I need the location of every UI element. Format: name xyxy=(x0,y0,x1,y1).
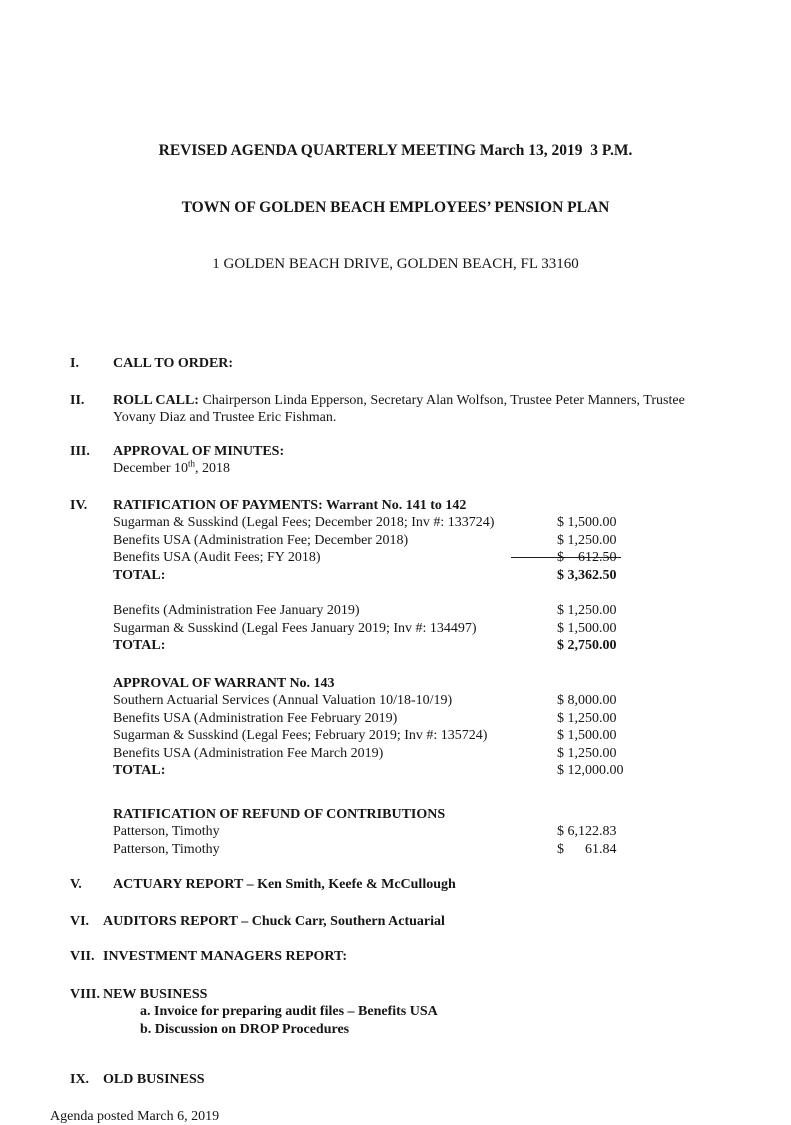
total-row xyxy=(113,637,713,655)
item-numeral: I. xyxy=(70,355,113,373)
minutes-date-ordinal: th xyxy=(188,458,195,468)
agenda-item-approval-of-minutes xyxy=(70,443,735,478)
item-title: ACTUARY REPORT – Ken Smith, Keefe & McCullough xyxy=(113,876,713,894)
payment-row xyxy=(113,692,713,710)
item-numeral: VII. xyxy=(70,948,103,966)
item-title: OLD BUSINESS xyxy=(103,1071,703,1089)
item-numeral: VI. xyxy=(70,913,103,931)
total-amount: $ 2,750.00 xyxy=(557,637,617,655)
item-title: APPROVAL OF MINUTES: xyxy=(113,443,713,461)
payment-group-warrant-142 xyxy=(113,602,713,655)
agenda-item-call-to-order xyxy=(70,355,735,373)
payment-row xyxy=(113,532,713,550)
header-organization: TOWN OF GOLDEN BEACH EMPLOYEES’ PENSION PLAN xyxy=(0,198,791,217)
payment-row-struck xyxy=(113,549,713,567)
payment-amount: $ 1,500.00 xyxy=(557,620,617,638)
total-amount: $ 3,362.50 xyxy=(557,567,617,585)
payment-row xyxy=(113,514,713,532)
item-numeral: III. xyxy=(70,443,113,478)
agenda-item-auditors-report xyxy=(70,913,735,931)
new-business-subitem-a: a. Invoice for preparing audit files – Benefits USA xyxy=(140,1003,703,1021)
payment-desc: Sugarman & Susskind (Legal Fees January 2019; Inv #: 134497) xyxy=(113,620,557,638)
agenda-item-investment-managers-report xyxy=(70,948,735,966)
agenda-item-new-business xyxy=(70,986,735,1039)
payment-desc: Sugarman & Susskind (Legal Fees; December 2018; Inv #: 133724) xyxy=(113,514,557,532)
footer-note: Agenda posted March 6, 2019 xyxy=(50,1108,791,1125)
refund-name: Patterson, Timothy xyxy=(113,823,557,841)
minutes-date-year: , 2018 xyxy=(195,461,230,476)
payment-desc: Benefits USA (Audit Fees; FY 2018) xyxy=(113,549,557,567)
header-address: 1 GOLDEN BEACH DRIVE, GOLDEN BEACH, FL 33160 xyxy=(0,255,791,274)
agenda-item-old-business xyxy=(70,1071,735,1089)
item-numeral: II. xyxy=(70,392,113,427)
item-title: CALL TO ORDER: xyxy=(113,355,713,373)
payment-amount: $ 8,000.00 xyxy=(557,692,617,710)
payment-desc: Benefits USA (Administration Fee February 2019) xyxy=(113,710,557,728)
payment-amount: $ 1,250.00 xyxy=(557,532,617,550)
total-label: TOTAL: xyxy=(113,567,557,585)
payment-amount: $ 1,500.00 xyxy=(557,514,617,532)
item-body xyxy=(113,443,713,478)
payment-amount: $ 1,250.00 xyxy=(557,710,617,728)
payment-desc: Benefits USA (Administration Fee March 2019) xyxy=(113,745,557,763)
payment-amount-strikethrough: $ 612.50 xyxy=(557,549,617,567)
payment-desc: Southern Actuarial Services (Annual Valuation 10/18-10/19) xyxy=(113,692,557,710)
item-title: INVESTMENT MANAGERS REPORT: xyxy=(103,948,703,966)
item-numeral: VIII. xyxy=(70,986,103,1039)
agenda-item-ratification-of-payments xyxy=(70,497,735,859)
payment-group-warrant-143 xyxy=(113,675,713,780)
payment-desc: Benefits USA (Administration Fee; December 2018) xyxy=(113,532,557,550)
item-body xyxy=(113,497,713,859)
item-title: AUDITORS REPORT – Chuck Carr, Southern Actuarial xyxy=(103,913,703,931)
total-row xyxy=(113,567,713,585)
item-body xyxy=(103,986,703,1039)
refund-row xyxy=(113,841,713,859)
header-meeting-title: REVISED AGENDA QUARTERLY MEETING March 13, 2019 3 P.M. xyxy=(0,141,791,160)
item-title: RATIFICATION OF PAYMENTS: Warrant No. 141 to 142 xyxy=(113,497,713,515)
payment-amount: $ 1,500.00 xyxy=(557,727,617,745)
item-numeral: IX. xyxy=(70,1071,103,1089)
item-title: NEW BUSINESS xyxy=(103,986,703,1004)
minutes-date-day: December 10 xyxy=(113,461,188,476)
payment-row xyxy=(113,710,713,728)
new-business-subitem-b: b. Discussion on DROP Procedures xyxy=(140,1021,703,1039)
payment-amount: $ 1,250.00 xyxy=(557,602,617,620)
payment-row xyxy=(113,727,713,745)
item-body xyxy=(113,392,713,427)
refund-name: Patterson, Timothy xyxy=(113,841,557,859)
agenda-item-roll-call xyxy=(70,392,735,427)
refund-amount: $ 6,122.83 xyxy=(557,823,617,841)
payment-group-warrant-141 xyxy=(113,514,713,584)
refund-group xyxy=(113,806,713,859)
payment-amount: $ 1,250.00 xyxy=(557,745,617,763)
group-heading: APPROVAL OF WARRANT No. 143 xyxy=(113,675,713,693)
total-amount: $ 12,000.00 xyxy=(557,762,624,780)
total-row xyxy=(113,762,713,780)
payment-row xyxy=(113,602,713,620)
item-title: ROLL CALL: xyxy=(113,393,199,408)
refund-amount: $ 61.84 xyxy=(557,841,617,859)
agenda-item-actuary-report xyxy=(70,876,735,894)
payment-row xyxy=(113,745,713,763)
document-header xyxy=(0,0,791,312)
item-numeral: V. xyxy=(70,876,113,894)
refund-row xyxy=(113,823,713,841)
total-label: TOTAL: xyxy=(113,637,557,655)
minutes-date xyxy=(113,460,713,478)
payment-row xyxy=(113,620,713,638)
roll-call-names: Chairperson Linda Epperson, Secretary Alan Wolfson, Trustee Peter Manners, Trustee Yovany Diaz and Trustee Eric Fishman. xyxy=(113,393,685,426)
group-heading: RATIFICATION OF REFUND OF CONTRIBUTIONS xyxy=(113,806,713,824)
item-numeral: IV. xyxy=(70,497,113,859)
payment-desc: Sugarman & Susskind (Legal Fees; February 2019; Inv #: 135724) xyxy=(113,727,557,745)
payment-desc: Benefits (Administration Fee January 2019) xyxy=(113,602,557,620)
total-label: TOTAL: xyxy=(113,762,557,780)
